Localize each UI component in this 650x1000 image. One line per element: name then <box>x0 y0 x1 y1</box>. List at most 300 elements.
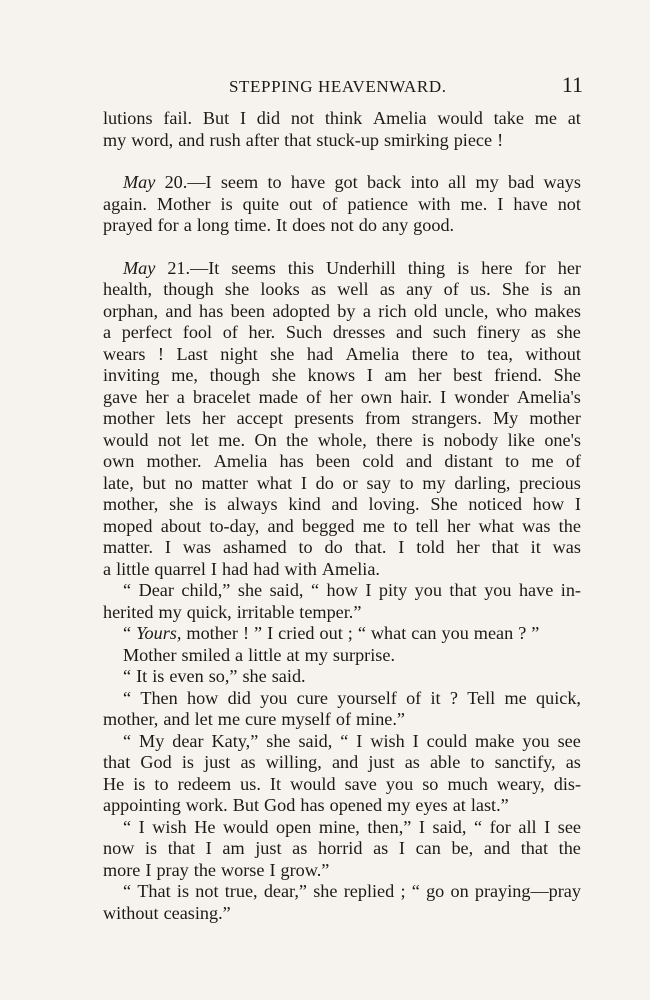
word: said, <box>298 730 333 751</box>
word: one's <box>544 429 581 450</box>
word: can <box>415 838 441 858</box>
word: she <box>266 730 291 751</box>
word: cure <box>296 687 328 708</box>
word: as <box>565 752 581 772</box>
entry-separator <box>103 151 581 172</box>
word: what <box>478 515 514 536</box>
word: that <box>284 129 312 150</box>
word: mother. <box>146 451 202 471</box>
word: bad <box>508 172 535 192</box>
word: It <box>276 215 288 235</box>
word: to <box>399 472 414 493</box>
word: presents <box>294 408 354 428</box>
text-line <box>103 451 581 473</box>
word: “ <box>123 666 132 686</box>
word: myself <box>281 709 331 729</box>
word: is <box>204 494 217 514</box>
word: darling, <box>454 472 511 493</box>
word: my <box>304 644 328 665</box>
text-line <box>103 645 581 667</box>
word: matter <box>201 472 248 493</box>
word: gave <box>103 386 138 407</box>
word: Amelia's <box>516 386 581 407</box>
word: my <box>158 601 182 622</box>
word: wears <box>103 343 146 364</box>
word: her <box>456 537 480 557</box>
word: matter. <box>103 537 153 557</box>
word: dis- <box>553 773 581 794</box>
word: but <box>142 472 166 493</box>
word: save <box>344 773 377 794</box>
word: take <box>493 108 524 128</box>
word: have <box>290 172 326 192</box>
word: for <box>157 215 179 235</box>
text-line <box>103 903 581 925</box>
running-title: STEPPING HEAVENWARD. <box>229 77 447 96</box>
word: “ <box>411 881 420 901</box>
word: even <box>169 666 204 686</box>
word: friend. <box>493 365 542 385</box>
word: I <box>544 816 551 837</box>
word: rich <box>378 300 407 321</box>
word: let <box>194 709 213 729</box>
word: moped <box>103 515 153 536</box>
word: for <box>524 257 546 278</box>
word: cure <box>245 709 277 729</box>
word: you <box>260 687 288 708</box>
text-line <box>103 559 581 581</box>
word: Mother <box>123 644 177 665</box>
paragraph <box>103 580 581 623</box>
word: from <box>365 408 401 428</box>
word: long <box>196 215 230 235</box>
word: by <box>337 300 356 321</box>
word: that <box>520 838 548 858</box>
word: would <box>437 108 483 128</box>
word: the <box>558 838 581 858</box>
word: looks <box>260 279 300 299</box>
word: to <box>154 773 169 794</box>
word: she <box>169 494 194 514</box>
paragraph <box>103 645 581 667</box>
text-line <box>103 473 581 495</box>
word: and <box>483 838 511 858</box>
word: last.” <box>470 795 509 815</box>
word: I <box>398 838 405 858</box>
word: you <box>414 580 442 600</box>
word: finery <box>476 322 521 342</box>
word: had <box>253 558 280 579</box>
word: had <box>306 343 334 364</box>
paragraph <box>103 817 581 882</box>
word: thing <box>407 257 446 278</box>
word: It <box>136 666 148 686</box>
word: and <box>331 494 358 514</box>
word: tell <box>415 515 439 536</box>
word: wish <box>152 816 187 837</box>
word: the <box>286 429 309 450</box>
word: Such <box>285 322 323 342</box>
word: ; <box>347 623 353 643</box>
word: strangers. <box>411 408 482 428</box>
word: mother <box>186 623 238 643</box>
word: she <box>224 279 250 299</box>
text-line <box>103 322 581 344</box>
word: makes <box>534 300 581 321</box>
word: that <box>449 580 477 600</box>
text-line <box>103 430 581 452</box>
word: into <box>410 172 439 192</box>
word: appointing <box>103 795 181 815</box>
word: have <box>513 193 548 214</box>
word: “ <box>473 816 483 837</box>
word: I <box>574 494 581 514</box>
word: accept <box>236 408 284 428</box>
word: fail. <box>163 108 193 128</box>
word: is <box>133 773 146 794</box>
word: “ <box>123 730 132 751</box>
word: herited <box>103 601 154 622</box>
word: bracelet <box>192 386 251 407</box>
paragraph <box>103 108 581 151</box>
word: quite <box>242 193 280 214</box>
word: let <box>190 429 209 450</box>
word: ashamed <box>222 537 287 557</box>
word: me. <box>218 429 245 450</box>
text-line <box>103 344 581 366</box>
paragraph <box>103 881 581 924</box>
word: tea, <box>487 343 513 364</box>
word: then,” <box>367 816 412 837</box>
paragraph <box>103 623 581 645</box>
word: go <box>426 881 445 901</box>
word: out <box>319 623 343 643</box>
word: could <box>426 730 468 751</box>
word: her <box>418 365 442 385</box>
word: mean <box>473 623 514 643</box>
word: I <box>138 816 145 837</box>
word: seems <box>231 257 276 278</box>
word: word, <box>131 129 174 150</box>
text-line <box>103 516 581 538</box>
word: as <box>373 838 389 858</box>
word: loving. <box>368 494 420 514</box>
word: she <box>237 580 263 600</box>
word: I <box>440 386 447 407</box>
word: and <box>405 451 433 471</box>
word: worse <box>221 859 265 880</box>
page-number: 11 <box>561 72 583 97</box>
word: true, <box>224 881 258 901</box>
word: in- <box>560 580 581 600</box>
word: Underhill <box>326 257 396 278</box>
word: uncle, <box>444 300 489 321</box>
word: surprise. <box>332 644 395 665</box>
word: her <box>447 515 471 536</box>
body-text <box>103 108 581 924</box>
word: is <box>220 193 233 214</box>
word: dear,” <box>263 881 307 901</box>
word: I <box>412 730 419 751</box>
word: patience <box>347 193 409 214</box>
word: am <box>384 365 407 385</box>
word: quick, <box>186 601 232 622</box>
word: opened <box>329 795 383 815</box>
word: ? <box>518 623 527 643</box>
word: as <box>530 322 546 342</box>
word: like <box>507 429 535 450</box>
word: irritable <box>236 601 295 622</box>
word: say <box>366 472 391 493</box>
word: was <box>522 515 551 536</box>
word: without <box>103 902 159 923</box>
word: so,” <box>208 666 238 686</box>
word: of <box>406 687 422 708</box>
word: at <box>286 644 300 665</box>
word: though <box>163 279 214 299</box>
word: ” <box>531 623 540 643</box>
word: But <box>232 795 260 815</box>
word: see <box>557 730 581 751</box>
word: cried <box>278 623 315 643</box>
word: rush <box>209 129 241 150</box>
word: would <box>290 773 336 794</box>
word: her <box>329 386 353 407</box>
word: old <box>413 300 438 321</box>
word: how <box>532 494 565 514</box>
word: that. <box>354 537 387 557</box>
word: not <box>195 881 219 901</box>
word: not <box>330 215 354 235</box>
word: there <box>411 343 449 364</box>
word: redeem <box>177 773 232 794</box>
word: precious <box>519 472 581 493</box>
word: so <box>422 773 439 794</box>
paragraph <box>103 688 581 731</box>
word: a <box>235 644 244 665</box>
text-line <box>103 108 581 130</box>
word: her <box>145 386 169 407</box>
word: the <box>558 515 581 536</box>
text-line <box>103 881 581 903</box>
word: as <box>240 752 256 772</box>
word: prayed <box>103 215 153 235</box>
word: ” <box>254 623 263 643</box>
word: has <box>279 451 304 471</box>
word: She <box>553 365 581 385</box>
word: On <box>254 429 277 450</box>
word: horrid <box>317 838 363 858</box>
word: I <box>205 838 212 858</box>
word: Amelia <box>213 451 268 471</box>
text-line <box>103 194 581 216</box>
word: and <box>395 322 423 342</box>
word: not <box>557 193 581 214</box>
word: smirking <box>384 129 449 150</box>
word: did <box>256 108 281 128</box>
word: to <box>298 537 313 557</box>
word: just <box>204 752 231 772</box>
word: 21.—It <box>167 257 220 278</box>
text-line <box>103 494 581 516</box>
word: what <box>370 623 407 643</box>
word: stuck-up <box>316 129 380 150</box>
text-line <box>103 795 581 817</box>
word: “ <box>357 623 366 643</box>
word: ! <box>157 343 164 364</box>
word: Amelia <box>345 343 400 364</box>
word: and <box>178 129 205 150</box>
word: of <box>565 451 581 471</box>
word: for <box>489 816 511 837</box>
word: “ <box>340 730 349 751</box>
word: be, <box>451 838 474 858</box>
word: 20.—I <box>164 172 212 192</box>
word: as <box>379 279 395 299</box>
word: at <box>452 795 466 815</box>
word: dear <box>172 730 204 751</box>
word: not <box>157 429 182 450</box>
word: do <box>324 537 343 557</box>
word: as <box>404 752 420 772</box>
word: her. <box>248 322 276 342</box>
word: wish <box>370 730 405 751</box>
word: willing, <box>265 752 322 772</box>
word: had <box>221 558 249 579</box>
word: is <box>540 279 553 299</box>
word: think <box>324 108 363 128</box>
word: My <box>139 730 165 751</box>
word: you <box>441 623 469 643</box>
word: to-day, <box>209 515 260 536</box>
word: I <box>365 580 372 600</box>
word: an <box>563 279 581 299</box>
word: “ <box>123 687 132 708</box>
word: own <box>360 386 393 407</box>
page-header <box>103 72 583 102</box>
word: me, <box>171 365 198 385</box>
word: knows <box>307 365 356 385</box>
word: of <box>306 386 322 407</box>
word: my <box>475 172 499 192</box>
word: I <box>418 816 425 837</box>
word: dresses <box>332 322 386 342</box>
word: my <box>387 795 411 815</box>
word: after <box>245 129 280 150</box>
word: smiled <box>181 644 231 665</box>
word: best <box>453 365 483 385</box>
word: would <box>222 816 269 837</box>
word: open <box>276 816 312 837</box>
word: to <box>460 343 475 364</box>
word: “ <box>123 580 132 600</box>
word: has <box>199 300 224 321</box>
word: God <box>140 752 172 772</box>
text-line <box>103 580 581 602</box>
word: as <box>310 279 327 299</box>
word: said, <box>269 580 304 600</box>
word: That <box>137 881 171 901</box>
word: Dear <box>138 580 174 600</box>
word: not <box>290 108 315 128</box>
word: see <box>557 816 581 837</box>
word: well <box>337 279 369 299</box>
word: weary, <box>496 773 545 794</box>
word: am <box>222 838 245 858</box>
word: have <box>518 580 554 600</box>
word: perfect <box>121 322 173 342</box>
word: mother <box>103 408 155 428</box>
word: any <box>406 279 433 299</box>
text-line <box>103 731 581 753</box>
word: now <box>103 838 135 858</box>
text-line <box>103 387 581 409</box>
word: as <box>292 838 308 858</box>
word: is <box>181 752 194 772</box>
word: lutions <box>103 108 153 128</box>
emphasized-word: Yours, <box>136 623 182 643</box>
word: child,” <box>181 580 231 600</box>
word: of <box>443 279 459 299</box>
word: piece <box>453 129 493 150</box>
word: made <box>258 386 299 407</box>
word: mine, <box>318 816 360 837</box>
word: kind <box>288 494 321 514</box>
word: orphan, <box>103 300 159 321</box>
word: mother, <box>103 494 159 514</box>
word: health, <box>103 279 152 299</box>
word: I <box>300 472 307 493</box>
text-line <box>103 666 581 688</box>
word: it <box>530 537 541 557</box>
word: I <box>239 108 247 128</box>
quote-mark: “ <box>123 623 132 643</box>
word: He <box>103 773 125 794</box>
text-line <box>103 258 581 280</box>
entry-date: May <box>123 257 156 278</box>
paragraph <box>103 731 581 817</box>
word: mine.” <box>356 709 405 729</box>
word: Then <box>140 687 178 708</box>
word: back <box>366 172 402 192</box>
word: seem <box>220 172 259 192</box>
word: I <box>164 537 171 557</box>
word: ? <box>449 687 458 708</box>
word: said, <box>432 816 467 837</box>
word: is <box>457 257 470 278</box>
word: She <box>501 279 530 299</box>
word: much <box>447 773 488 794</box>
word: to <box>393 515 408 536</box>
word: Last <box>176 343 208 364</box>
word: has <box>300 795 325 815</box>
word: little <box>248 644 282 665</box>
word: nobody <box>443 429 499 450</box>
word: was <box>552 537 581 557</box>
word: does <box>292 215 326 235</box>
word: eyes <box>415 795 448 815</box>
word: temper.” <box>299 601 362 622</box>
word: I <box>267 623 274 643</box>
word: just <box>368 752 395 772</box>
word: ceasing.” <box>163 902 231 923</box>
word: with <box>418 193 451 214</box>
word: at <box>567 108 581 128</box>
word: on <box>450 881 469 901</box>
word: is <box>176 881 190 901</box>
word: wonder <box>454 386 509 407</box>
word: late, <box>103 472 134 493</box>
